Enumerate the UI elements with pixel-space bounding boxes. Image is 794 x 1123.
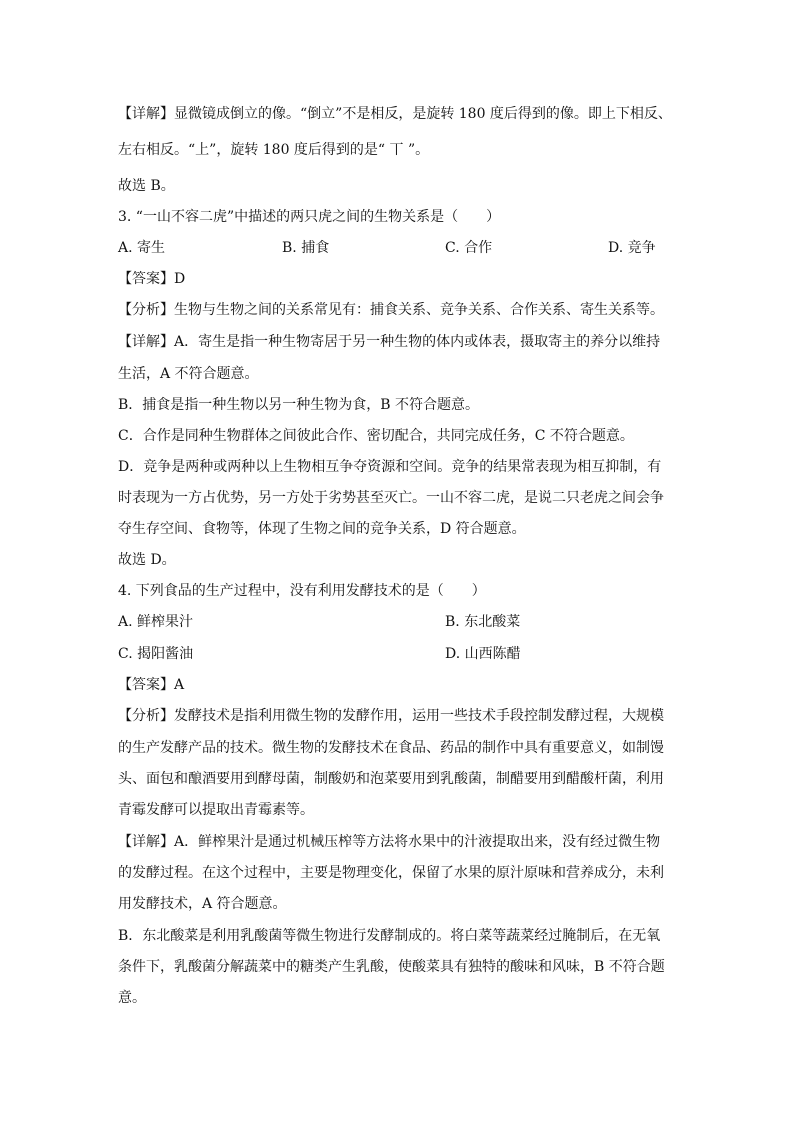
q4-analysis-line3: 头、面包和酿酒要用到酵母菌，制酸奶和泡菜要用到乳酸菌，制醋要用到醋酸杆菌，利用 bbox=[118, 771, 664, 787]
q4-detail-a-line2: 的发酵过程。在这个过程中，主要是物理变化，保留了水果的原汁原味和营养成分，未利 bbox=[118, 865, 664, 881]
question-3-stem: 3. “一山不容二虎”中描述的两只虎之间的生物关系是（ ） bbox=[118, 209, 501, 225]
q4-detail-b-line3: 意。 bbox=[118, 990, 146, 1006]
q4-analysis-line2: 的生产发酵产品的技术。微生物的发酵技术在食品、药品的制作中具有重要意义，如制馒 bbox=[118, 740, 664, 756]
q3-analysis: 【分析】生物与生物之间的关系常见有：捕食关系、竞争关系、合作关系、寄生关系等。 bbox=[118, 302, 664, 318]
q3-option-d: D. 竞争 bbox=[608, 240, 656, 256]
q4-detail-b-line1: B．东北酸菜是利用乳酸菌等微生物进行发酵制成的。将白菜等蔬菜经过腌制后，在无氧 bbox=[118, 928, 661, 944]
q3-detail-b: B．捕食是指一种生物以另一种生物为食，B 不符合题意。 bbox=[118, 397, 480, 413]
q3-detail-line2: 生活，A 不符合题意。 bbox=[118, 366, 259, 382]
q3-option-a: A. 寄生 bbox=[118, 240, 166, 256]
q3-detail-d-line3: 夺生存空间、食物等，体现了生物之间的竞争关系，D 符合题意。 bbox=[118, 521, 526, 537]
question-4-stem: 4. 下列食品的生产过程中，没有利用发酵技术的是（ ） bbox=[118, 583, 486, 599]
q3-option-b: B. 捕食 bbox=[282, 240, 330, 256]
q3-detail-d-line1: D．竞争是两种或两种以上生物相互争夺资源和空间。竞争的结果常表现为相互抑制，有 bbox=[118, 459, 662, 475]
detail-explanation-q2-line2: 左右相反。“上”，旋转 180 度后得到的是“ 丅 ”。 bbox=[118, 142, 430, 158]
q4-option-b: B. 东北酸菜 bbox=[445, 614, 521, 630]
q3-answer: 【答案】D bbox=[118, 271, 186, 287]
q4-analysis-line1: 【分析】发酵技术是指利用微生物的发酵作用，运用一些技术手段控制发酵过程，大规模 bbox=[118, 708, 664, 724]
q3-detail-c: C．合作是同种生物群体之间彼此合作、密切配合，共同完成任务，C 不符合题意。 bbox=[118, 428, 634, 444]
q4-option-d: D. 山西陈醋 bbox=[445, 646, 521, 662]
answer-choice-q2: 故选 B。 bbox=[118, 178, 175, 194]
q3-option-c: C. 合作 bbox=[445, 240, 493, 256]
q3-conclusion: 故选 D。 bbox=[118, 552, 176, 568]
detail-explanation-q2-line1: 【详解】显微镜成倒立的像。“倒立”不是相反，是旋转 180 度后得到的像。即上下相反、 bbox=[118, 106, 672, 122]
q4-option-a: A. 鲜榨果汁 bbox=[118, 614, 194, 630]
q4-detail-a-line1: 【详解】A．鲜榨果汁是通过机械压榨等方法将水果中的汁液提取出来，没有经过微生物 bbox=[118, 834, 661, 850]
q4-analysis-line4: 青霉发酵可以提取出青霉素等。 bbox=[118, 802, 314, 818]
q3-detail-line1: 【详解】A．寄生是指一种生物寄居于另一种生物的体内或体表，摄取寄主的养分以维持 bbox=[118, 334, 661, 350]
q4-option-c: C. 揭阳酱油 bbox=[118, 646, 194, 662]
q4-detail-b-line2: 条件下，乳酸菌分解蔬菜中的糖类产生乳酸，使酸菜具有独特的酸味和风味，B 不符合题 bbox=[118, 959, 665, 975]
q3-detail-d-line2: 时表现为一方占优势，另一方处于劣势甚至灭亡。一山不容二虎，是说二只老虎之间会争 bbox=[118, 490, 664, 506]
q4-answer: 【答案】A bbox=[118, 677, 185, 693]
q4-detail-a-line3: 用发酵技术，A 符合题意。 bbox=[118, 896, 287, 912]
